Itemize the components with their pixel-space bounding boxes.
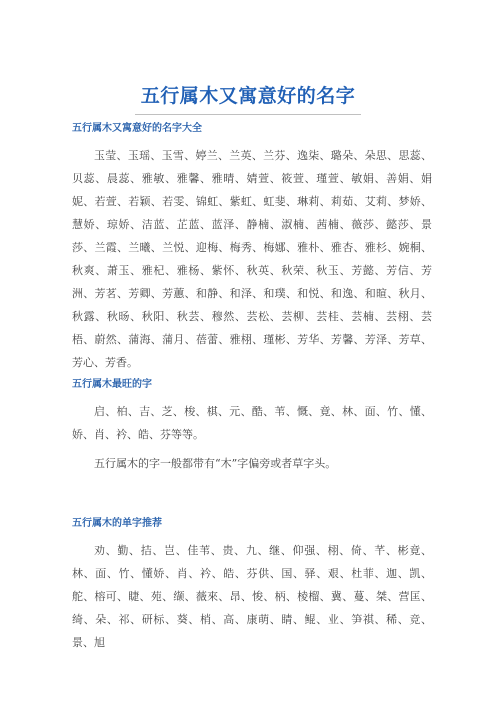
section-paragraph: 五行属木的字一般都带有“木”字偏旁或者草字头。 <box>94 457 337 470</box>
section-heading: 五行属木的单字推荐 <box>72 518 162 529</box>
title-block <box>0 68 496 127</box>
section-heading: 五行属木又寓意好的名字大全 <box>72 123 202 134</box>
section-names-list <box>72 122 432 374</box>
section-paragraph: 启、柏、吉、芝、梭、棋、元、酷、苇、慨、竟、林、面、竹、懂、娇、肖、衿、皓、芬等等。 <box>72 405 432 441</box>
section-paragraph: 玉莹、玉瑶、玉雪、婷兰、兰英、兰芬、逸柒、璐朵、朵思、思蕊、贝蕊、晨蕊、雅敏、雅馨、雅晴、婧萱、筱萱、瑾萱、敏娟、善娟、娟妮、若萱、若颖、若雯、锦虹、紫虹、虹斐、琳莉、莉茹、艾莉、梦娇、慧娇、琼娇、洁蓝、芷蓝、蓝泽、静楠、淑楠、茜楠、薇莎、懿莎、景莎、兰霞、兰曦、兰悦、迎梅、梅秀、梅娜、雅朴、雅杏、雅杉、婉桐、秋爽、萧玉、雅杞、雅杨、紫怀、秋英、秋荣、秋玉、芳懿、芳信、芳洲、芳茗、芳卿、芳蕙、和静、和泽、和璞、和悦、和逸、和暄、秋月、秋露、秋旸、秋阳、秋芸、穆然、芸松、芸柳、芸桂、芸楠、芸栩、芸梧、蔚然、蒲海、蒲月、蓓蕾、雅栩、瑾彬、芳华、芳馨、芳泽、芳草、芳心、芳香。 <box>72 149 432 369</box>
section-single-chars <box>72 517 432 654</box>
page-title: 五行属木又寓意好的名字 <box>135 81 362 115</box>
section-heading: 五行属木最旺的字 <box>72 379 152 390</box>
section-strongest-chars <box>72 378 432 475</box>
section-paragraph: 劝、勤、拮、岂、佳苇、贵、九、继、仰强、栩、倚、芊、彬竟、林、面、竹、懂娇、肖、衿、皓、芬供、国、驿、艰、杜菲、迦、凯、舵、榕可、睫、苑、缬、薇來、昂、悛、柄、棱榴、冀、蔓、桀、营匡、绮、朵、祁、研标、葵、梢、高、康萌、睛、鲲、业、笋祺、稀、竞、景、旭 <box>72 544 432 649</box>
